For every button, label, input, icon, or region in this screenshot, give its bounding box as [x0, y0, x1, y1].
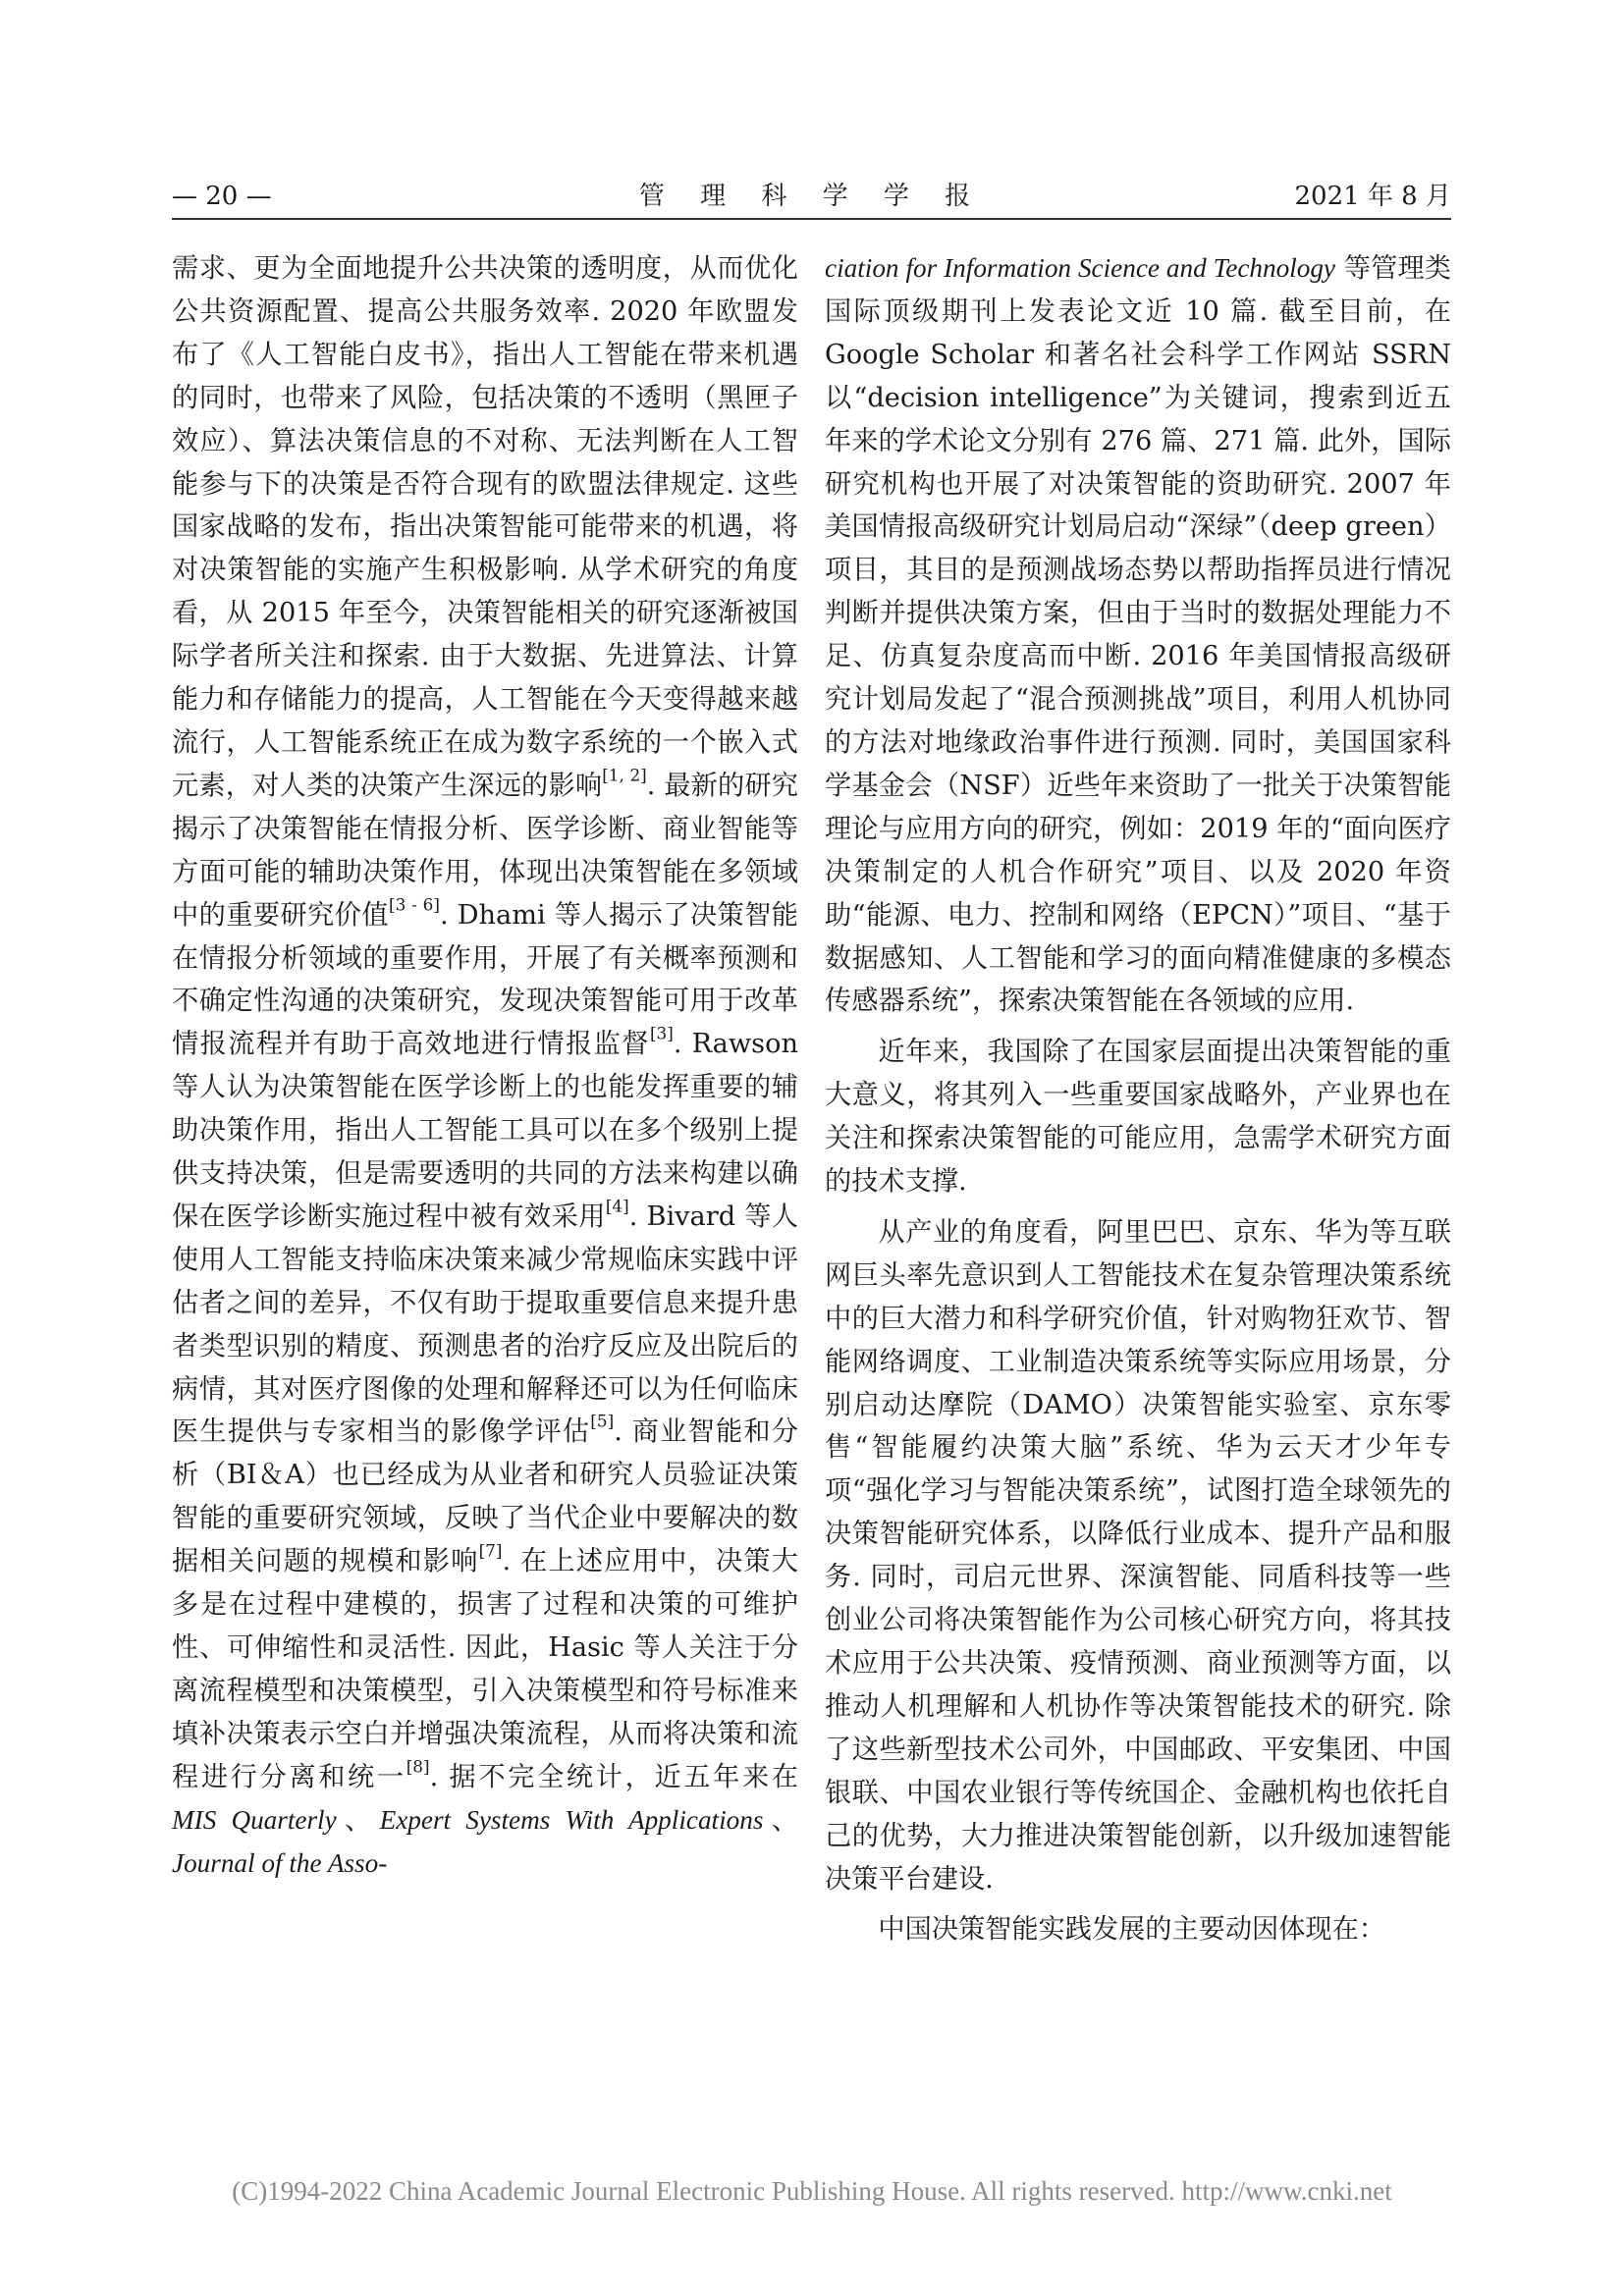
citation[interactable]: [3] — [649, 1023, 674, 1043]
copyright-footer: (C)1994-2022 China Academic Journal Electronic Publishing House. All rights reserved. http://www.cnki.net — [232, 2176, 1392, 2206]
body-paragraph: 从产业的角度看，阿里巴巴、京东、华为等互联网巨头率先意识到人工智能技术在复杂管理决策系统中的巨大潜力和科学研究价值，针对购物狂欢节、智能网络调度、工业制造决策系统等实际应用场景，分别启动达摩院（DAMO）决策智能实验室、京东零售“智能履约决策大脑”系统、华为云天才少年专项“强化学习与智能决策系统”，试图打造全球领先的决策智能研究体系，以降低行业成本、提升产品和服务. 同时，司启元世界、深演智能、同盾科技等一些创业公司将决策智能作为公司核心研究方向，将其技术应用于公共决策、疫情预测、商业预测等方面，以推动人机理解和人机协作等决策智能技术的研究. 除了这些新型技术公司外，中国邮政、平安集团、中国银联、中国农业银行等传统国企、金融机构也依托自己的优势，大力推进决策智能创新，以升级加速智能决策平台建设. — [825, 1216, 1451, 1895]
citation[interactable]: [1, 2] — [602, 765, 647, 785]
body-paragraph: 中国决策智能实践发展的主要动因体现在： — [878, 1914, 1385, 1946]
header-rule — [172, 218, 1451, 220]
citation[interactable]: [5] — [590, 1411, 615, 1431]
citation[interactable]: [7] — [478, 1540, 503, 1561]
journal-name: Expert Systems With Applications — [379, 1804, 764, 1835]
page-number: — 20 — — [172, 182, 272, 211]
running-header — [172, 175, 1451, 218]
citation[interactable]: [8] — [406, 1756, 430, 1777]
journal-name: MIS Quarterly — [172, 1804, 337, 1835]
journal-title: 管 理 科 学 学 报 — [638, 182, 985, 211]
issue-date: 2021 年 8 月 — [1294, 182, 1451, 211]
body-paragraph: ciation for Information Science and Technology 等管理类国际顶级期刊上发表论文近 10 篇. 截至目前，在 Google Scholar 和著名社会科学工作网站 SSRN 以“decision intelligence”为关键词，搜索到近五年来的学术论文分别有 276 篇、271 篇. 此外，国际研究机构也开展了对决策智能的资助研究. 2007 年美国情报高级研究计划局启动“深绿”（deep green）项目，其目的是预测战场态势以帮助指挥员进行情况判断并提供决策方案，但由于当时的数据处理能力不足、仿真复杂度高而中断. 2016 年美国情报高级研究计划局发起了“混合预测挑战”项目，利用人机协同的方法对地缘政治事件进行预测. 同时，美国国家科学基金会（NSF）近些年来资助了一批关于决策智能理论与应用方向的研究，例如：2019 年的“面向医疗决策制定的人机合作研究”项目、以及 2020 年资助“能源、电力、控制和网络（EPCN）”项目、“基于数据感知、人工智能和学习的面向精准健康的多模态传感器系统”，探索决策智能在各领域的应用. — [825, 253, 1451, 1017]
citation[interactable]: [3 - 6] — [389, 894, 440, 915]
left-column — [172, 247, 798, 1885]
body-paragraph: 近年来，我国除了在国家层面提出决策智能的重大意义，将其列入一些重要国家战略外，产业界也在关注和探索决策智能的可能应用，急需学术研究方面的技术支撑. — [825, 1037, 1451, 1198]
right-column — [825, 247, 1451, 1951]
journal-name: ciation for Information Science and Technology — [825, 253, 1335, 283]
citation[interactable]: [4] — [605, 1196, 629, 1216]
journal-name: Journal of the Asso- — [172, 1847, 388, 1878]
body-paragraph: 需求、更为全面地提升公共决策的透明度，从而优化公共资源配置、提高公共服务效率. 2020 年欧盟发布了《人工智能白皮书》，指出人工智能在带来机遇的同时，也带来了风险，包括决策的不透明（黑匣子效应）、算法决策信息的不对称、无法判断在人工智能参与下的决策是否符合现有的欧盟法律规定. 这些国家战略的发布，指出决策智能可能带来的机遇，将对决策智能的实施产生积极影响. 从学术研究的角度看，从 2015 年至今，决策智能相关的研究逐渐被国际学者所关注和探索. 由于大数据、先进算法、计算能力和存储能力的提高，人工智能在今天变得越来越流行，人工智能系统正在成为数字系统的一个嵌入式元素，对人类的决策产生深远的影响[1, 2]. 最新的研究揭示了决策智能在情报分析、医学诊断、商业智能等方面可能的辅助决策作用，体现出决策智能在多领域中的重要研究价值[3 - 6]. Dhami 等人揭示了决策智能在情报分析领域的重要作用，开展了有关概率预测和不确定性沟通的决策研究，发现决策智能可用于改革情报流程并有助于高效地进行情报监督[3]. Rawson 等人认为决策智能在医学诊断上的也能发挥重要的辅助决策作用，指出人工智能工具可以在多个级别上提供支持决策，但是需要透明的共同的方法来构建以确保在医学诊断实施过程中被有效采用[4]. Bivard 等人使用人工智能支持临床决策来减少常规临床实践中评估者之间的差异，不仅有助于提取重要信息来提升患者类型识别的精度、预测患者的治疗反应及出院后的病情，其对医疗图像的处理和解释还可以为任何临床医生提供与专家相当的影像学评估[5]. 商业智能和分析（BI＆A）也已经成为从业者和研究人员验证决策智能的重要研究领域，反映了当代企业中要解决的数据相关问题的规模和影响[7]. 在上述应用中，决策大多是在过程中建模的，损害了过程和决策的可维护性、可伸缩性和灵活性. 因此，Hasic 等人关注于分离流程模型和决策模型，引入决策模型和符号标准来填补决策表示空白并增强决策流程，从而将决策和流程进行分离和统一[8]. 据不完全统计，近五年来在 MIS Quarterly、Expert Systems With Applications、Journal of the Asso- — [172, 253, 798, 1878]
